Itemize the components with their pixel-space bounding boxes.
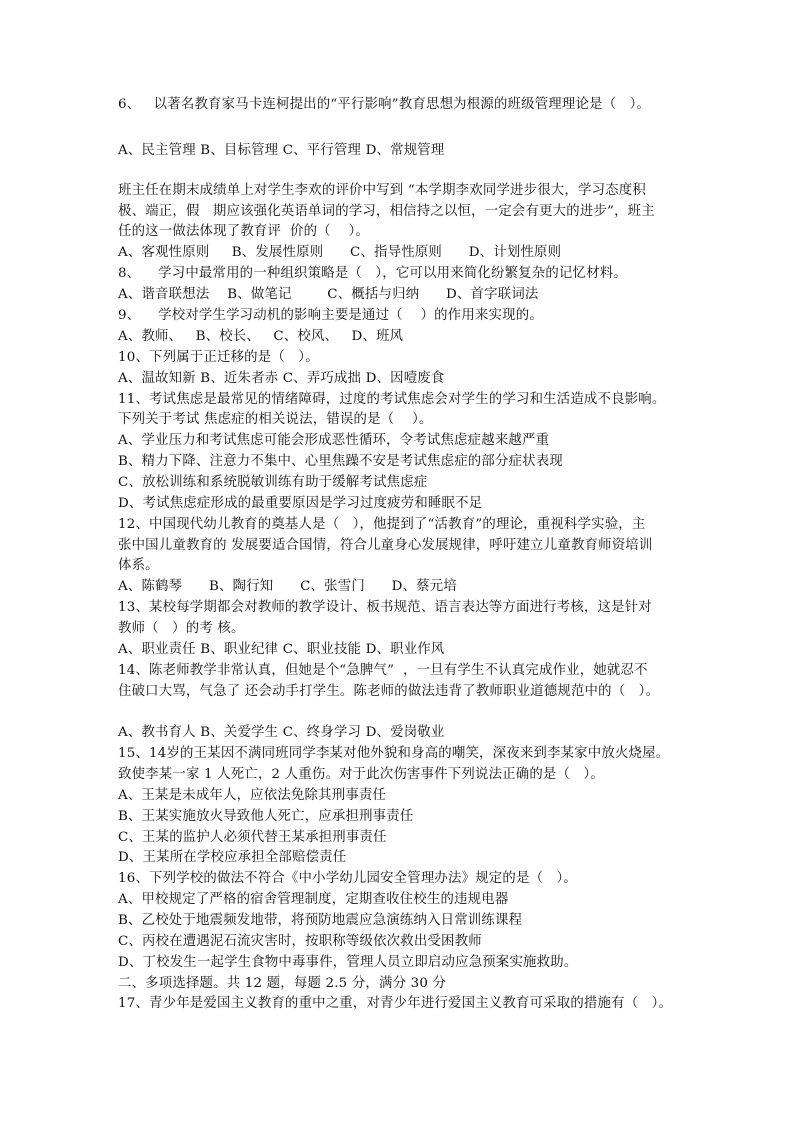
question-12-line-1: 12、中国现代幼儿教育的奠基人是（ ），他提到了“活教育”的理论，重视科学实验，主: [118, 517, 646, 532]
section-heading-multiple-choice: 二、多项选择题。共 12 题，每题 2.5 分，满分 30 分: [118, 976, 447, 991]
options-9: A、教师、 B、校长、 C、校风、 D、班风: [118, 329, 404, 344]
option-16-a: A、甲校规定了严格的宿舍管理制度，定期查收住校生的违规电器: [118, 892, 509, 907]
options-12: A、陈鹤琴 B、陶行知 C、张雪门 D、蔡元培: [118, 579, 457, 594]
question-17: 17、青少年是爱国主义教育的重中之重，对青少年进行爱国主义教育可采取的措施有（ ）。: [118, 996, 673, 1011]
option-16-d: D、丁校发生一起学生食物中毒事件，管理人员立即启动应急预案实施救助。: [118, 955, 578, 970]
question-13-line-1: 13、某校每学期都会对教师的教学设计、板书规范、语言表达等方面进行考核，这是针对: [118, 600, 652, 615]
options-10: A、温故知新 B、近朱者赤 C、弄巧成拙 D、因噎废食: [118, 371, 445, 386]
question-9: 9、 学校对学生学习动机的影响主要是通过（ ）的作用来实现的。: [118, 308, 543, 323]
question-7-line-3: 任的这一做法体现了教育评 价的（ ）。: [118, 224, 370, 239]
option-11-a: A、学业压力和考试焦虑可能会形成恶性循环，令考试焦虑症越来越严重: [118, 433, 550, 448]
question-11-line-2: 下列关于考试 焦虑症的相关说法，错误的是（ ）。: [118, 412, 433, 427]
options-8: A、谐音联想法 B、做笔记 C、概括与归纳 D、首字联词法: [118, 287, 539, 302]
question-7-line-1: 班主任在期末成绩单上对学生李欢的评价中写到 “本学期李欢同学进步很大，学习态度积: [118, 183, 646, 198]
option-15-d: D、王某所在学校应承担全部赔偿责任: [118, 850, 347, 865]
options-7: A、客观性原则 B、发展性原则 C、指导性原则 D、计划性原则: [118, 245, 562, 260]
option-11-d: D、考试焦虑症形成的最重要原因是学习过度疲劳和睡眠不足: [118, 496, 483, 511]
question-15-line-1: 15、14岁的王某因不满同班同学李某对他外貌和身高的嘲笑，深夜来到李某家中放火烧屋。: [118, 746, 670, 761]
option-15-b: B、王某实施放火导致他人死亡，应承担刑事责任: [118, 809, 414, 824]
options-6: A、民主管理 B、目标管理 C、平行管理 D、常规管理: [118, 143, 445, 158]
question-12-line-3: 体系。: [118, 558, 159, 573]
question-12-line-2: 张中国儿童教育的 发展要适合国情，符合儿童身心发展规律，呼吁建立儿童教育师资培训: [118, 538, 653, 553]
question-15-line-2: 致使李某一家 1 人死亡，2 人重伤。对于此次伤害事件下列说法正确的是（ ）。: [118, 767, 604, 782]
question-14-line-2: 住破口大骂，气急了 还会动手打学生。陈老师的做法违背了教师职业道德规范中的（ ）。: [118, 684, 660, 699]
question-10: 10、下列属于正迁移的是（ ）。: [118, 350, 319, 365]
option-15-c: C、王某的监护人必须代替王某承担刑事责任: [118, 830, 387, 845]
option-11-c: C、放松训练和系统脱敏训练有助于缓解考试焦虑症: [118, 475, 428, 490]
option-15-a: A、王某是未成年人，应依法免除其刑事责任: [118, 788, 387, 803]
question-13-line-2: 教师（ ）的考 核。: [118, 621, 245, 636]
question-7-line-2: 极、端正，假 期应该强化英语单词的学习，相信持之以恒，一定会有更大的进步”，班主: [118, 204, 655, 219]
question-14-line-1: 14、陈老师教学非常认真，但她是个“急脾气” ，一旦有学生不认真完成作业，她就忍不: [118, 663, 648, 678]
question-8: 8、 学习中最常用的一种组织策略是（ ），它可以用来简化纷繁复杂的记忆材料。: [118, 266, 627, 281]
question-11-line-1: 11、考试焦虑是最常见的情绪障碍，过度的考试焦虑会对学生的学习和生活造成不良影响。: [118, 392, 666, 407]
options-14: A、教书育人 B、关爱学生 C、终身学习 D、爱岗敬业: [118, 725, 445, 740]
option-11-b: B、精力下降、注意力不集中、心里焦躁不安是考试焦虑症的部分症状表现: [118, 454, 563, 469]
option-16-b: B、乙校处于地震频发地带，将预防地震应急演练纳入日常训练课程: [118, 913, 523, 928]
question-16: 16、下列学校的做法不符合《中小学幼儿园安全管理办法》规定的是（ ）。: [118, 871, 578, 886]
option-16-c: C、丙校在遭遇泥石流灾害时，按职称等级依次救出受困教师: [118, 934, 482, 949]
question-6: 6、 以著名教育家马卡连柯提出的“平行影响”教育思想为根源的班级管理理论是（ ）。: [118, 97, 651, 112]
options-13: A、职业责任 B、职业纪律 C、职业技能 D、职业作风: [118, 642, 445, 657]
